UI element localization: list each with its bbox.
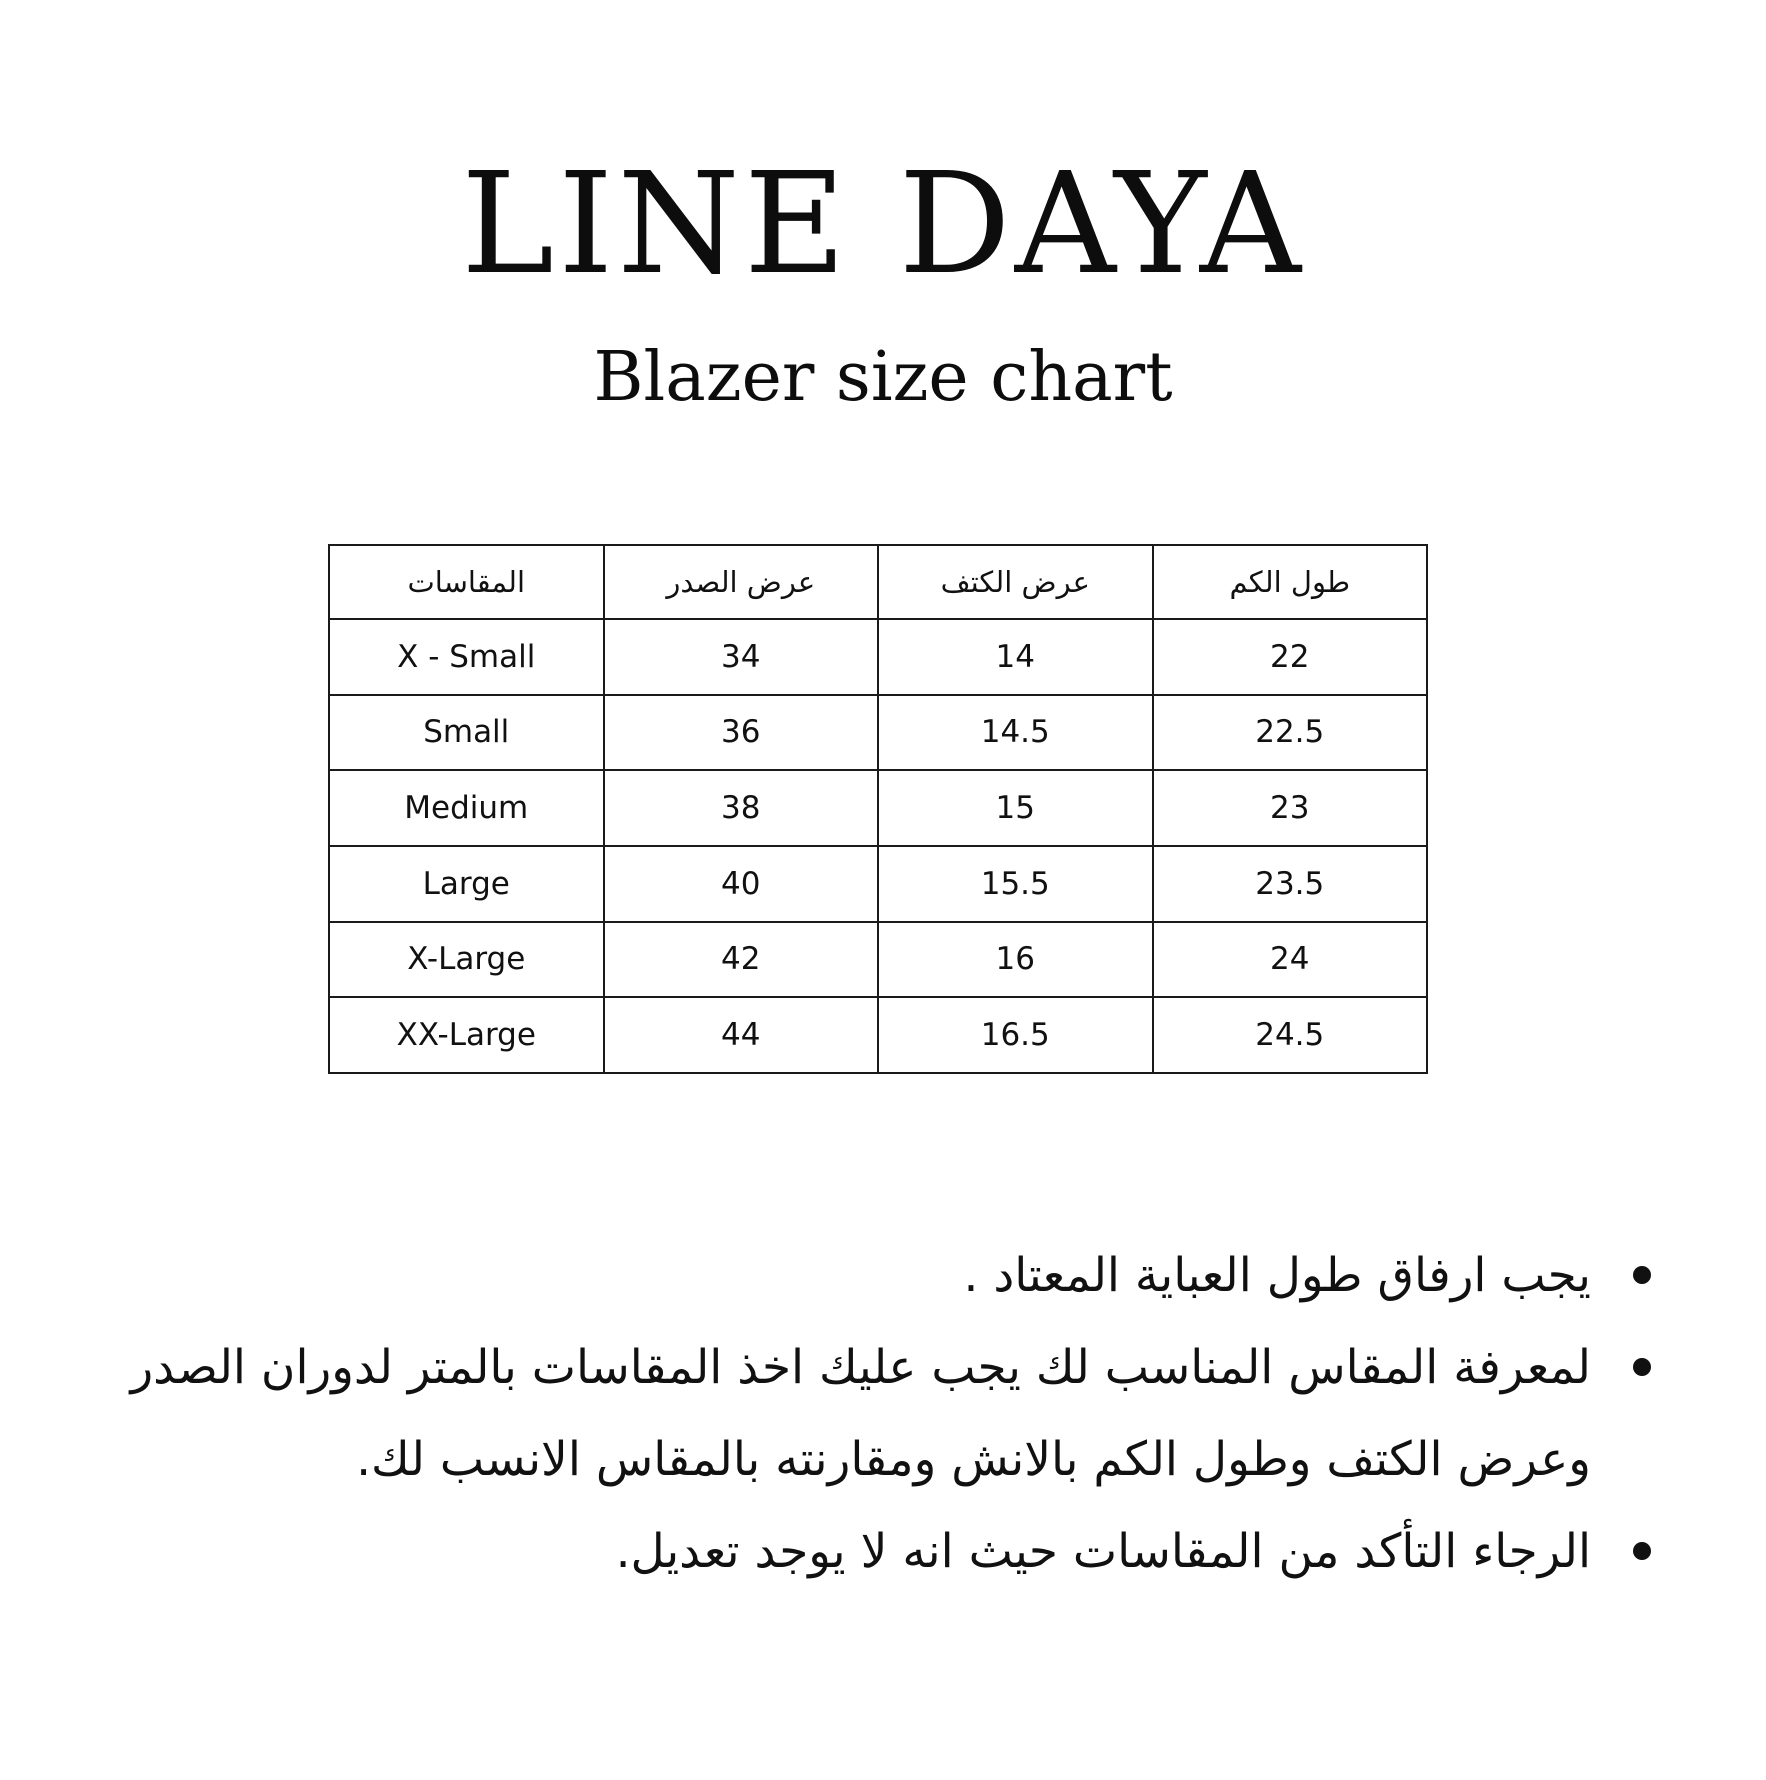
sleeve-cell: 22.5	[1153, 695, 1428, 771]
sleeve-cell: 22	[1153, 619, 1428, 695]
size-cell: X - Small	[329, 619, 604, 695]
shoulder-cell: 16	[878, 922, 1153, 998]
note-text: لمعرفة المقاس المناسب لك يجب عليك اخذ المقاسات بالمتر لدوران الصدر وعرض الكتف وطول الكم بالانش ومقارنته بالمقاس الانسب لك.	[130, 1340, 1591, 1487]
table-row	[329, 846, 1427, 922]
note-text: يجب ارفاق طول العباية المعتاد .	[963, 1248, 1591, 1303]
header-sizes: المقاسات	[329, 545, 604, 619]
notes-list	[91, 1230, 1651, 1598]
header-chest-width: عرض الصدر	[604, 545, 879, 619]
list-item	[91, 1322, 1651, 1506]
list-item	[91, 1230, 1651, 1322]
shoulder-cell: 16.5	[878, 997, 1153, 1073]
note-text: الرجاء التأكد من المقاسات حيث انه لا يوجد تعديل.	[615, 1524, 1591, 1579]
table-row	[329, 695, 1427, 771]
chest-cell: 44	[604, 997, 879, 1073]
brand-title: LINE DAYA	[461, 143, 1305, 306]
size-cell: Small	[329, 695, 604, 771]
bullet-icon	[1633, 1542, 1651, 1560]
page-subtitle: Blazer size chart	[593, 338, 1173, 417]
chest-cell: 42	[604, 922, 879, 998]
sleeve-cell: 24.5	[1153, 997, 1428, 1073]
size-cell: XX-Large	[329, 997, 604, 1073]
table-header-row	[329, 545, 1427, 619]
header-shoulder-width: عرض الكتف	[878, 545, 1153, 619]
chest-cell: 36	[604, 695, 879, 771]
table-row	[329, 619, 1427, 695]
sleeve-cell: 23	[1153, 770, 1428, 846]
shoulder-cell: 15	[878, 770, 1153, 846]
header-sleeve-length: طول الكم	[1153, 545, 1428, 619]
shoulder-cell: 15.5	[878, 846, 1153, 922]
chest-cell: 40	[604, 846, 879, 922]
size-cell: Large	[329, 846, 604, 922]
sleeve-cell: 24	[1153, 922, 1428, 998]
shoulder-cell: 14.5	[878, 695, 1153, 771]
chest-cell: 38	[604, 770, 879, 846]
table-row	[329, 770, 1427, 846]
chest-cell: 34	[604, 619, 879, 695]
sleeve-cell: 23.5	[1153, 846, 1428, 922]
size-chart-table	[328, 544, 1428, 1074]
list-item	[91, 1506, 1651, 1598]
bullet-icon	[1633, 1358, 1651, 1376]
table-row	[329, 997, 1427, 1073]
bullet-icon	[1633, 1266, 1651, 1284]
table-row	[329, 922, 1427, 998]
size-cell: Medium	[329, 770, 604, 846]
size-cell: X-Large	[329, 922, 604, 998]
shoulder-cell: 14	[878, 619, 1153, 695]
